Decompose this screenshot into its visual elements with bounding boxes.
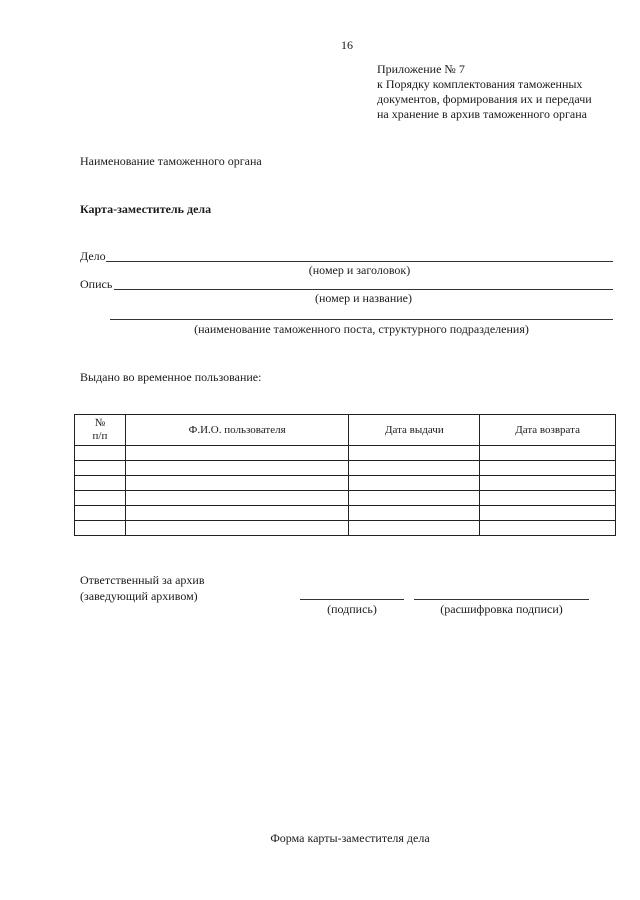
table-row <box>75 506 616 521</box>
table-row <box>75 461 616 476</box>
cell-user-name <box>125 491 349 506</box>
header-issue-date: Дата выдачи <box>349 415 480 446</box>
cell-return-date <box>480 461 616 476</box>
appendix-line: документов, формирования их и передачи <box>377 92 592 106</box>
org-name-label: Наименование таможенного органа <box>80 154 262 168</box>
responsible-line2: (заведующий архивом) <box>80 589 198 603</box>
decoding-hint: (расшифровка подписи) <box>440 602 563 616</box>
header-user-name: Ф.И.О. пользователя <box>125 415 349 446</box>
cell-number <box>75 461 126 476</box>
cell-user-name <box>125 506 349 521</box>
cell-number <box>75 476 126 491</box>
cell-user-name <box>125 476 349 491</box>
case-label: Дело <box>80 249 106 263</box>
cell-return-date <box>480 446 616 461</box>
users-table <box>74 414 616 536</box>
responsible-line1: Ответственный за архив <box>80 573 205 587</box>
responsible-block <box>80 572 205 604</box>
cell-number <box>75 491 126 506</box>
cell-number <box>75 506 126 521</box>
cell-return-date <box>480 491 616 506</box>
cell-user-name <box>125 461 349 476</box>
cell-return-date <box>480 476 616 491</box>
cell-issue-date <box>349 491 480 506</box>
post-line <box>110 319 613 320</box>
issued-label: Выдано во временное пользование: <box>80 370 262 384</box>
inventory-label: Опись <box>80 277 113 291</box>
table-row <box>75 491 616 506</box>
cell-return-date <box>480 506 616 521</box>
appendix-line: на хранение в архив таможенного органа <box>377 107 588 121</box>
signature-hint: (подпись) <box>327 602 377 616</box>
cell-number <box>75 521 126 536</box>
table-header-row <box>75 415 616 446</box>
header-number: № п/п <box>75 415 126 446</box>
case-hint: (номер и заголовок) <box>308 263 411 277</box>
case-line <box>106 261 613 262</box>
cell-user-name <box>125 521 349 536</box>
page-number: 16 <box>341 38 353 52</box>
cell-return-date <box>480 521 616 536</box>
header-return-date: Дата возврата <box>480 415 616 446</box>
appendix-line: к Порядку комплектования таможенных <box>377 77 583 91</box>
cell-issue-date <box>349 476 480 491</box>
decoding-line <box>414 599 589 600</box>
cell-issue-date <box>349 461 480 476</box>
cell-user-name <box>125 446 349 461</box>
appendix-line: Приложение № 7 <box>377 62 465 76</box>
appendix-block <box>377 62 592 122</box>
table-row <box>75 446 616 461</box>
cell-issue-date <box>349 506 480 521</box>
card-title: Карта-заместитель дела <box>80 202 212 216</box>
inventory-hint: (номер и название) <box>314 291 413 305</box>
cell-issue-date <box>349 521 480 536</box>
footer-caption: Форма карты-заместителя дела <box>270 831 430 845</box>
cell-issue-date <box>349 446 480 461</box>
inventory-line <box>114 289 613 290</box>
post-hint: (наименование таможенного поста, структурного подразделения) <box>194 322 529 336</box>
signature-line <box>300 599 404 600</box>
table-row <box>75 476 616 491</box>
cell-number <box>75 446 126 461</box>
table-row <box>75 521 616 536</box>
